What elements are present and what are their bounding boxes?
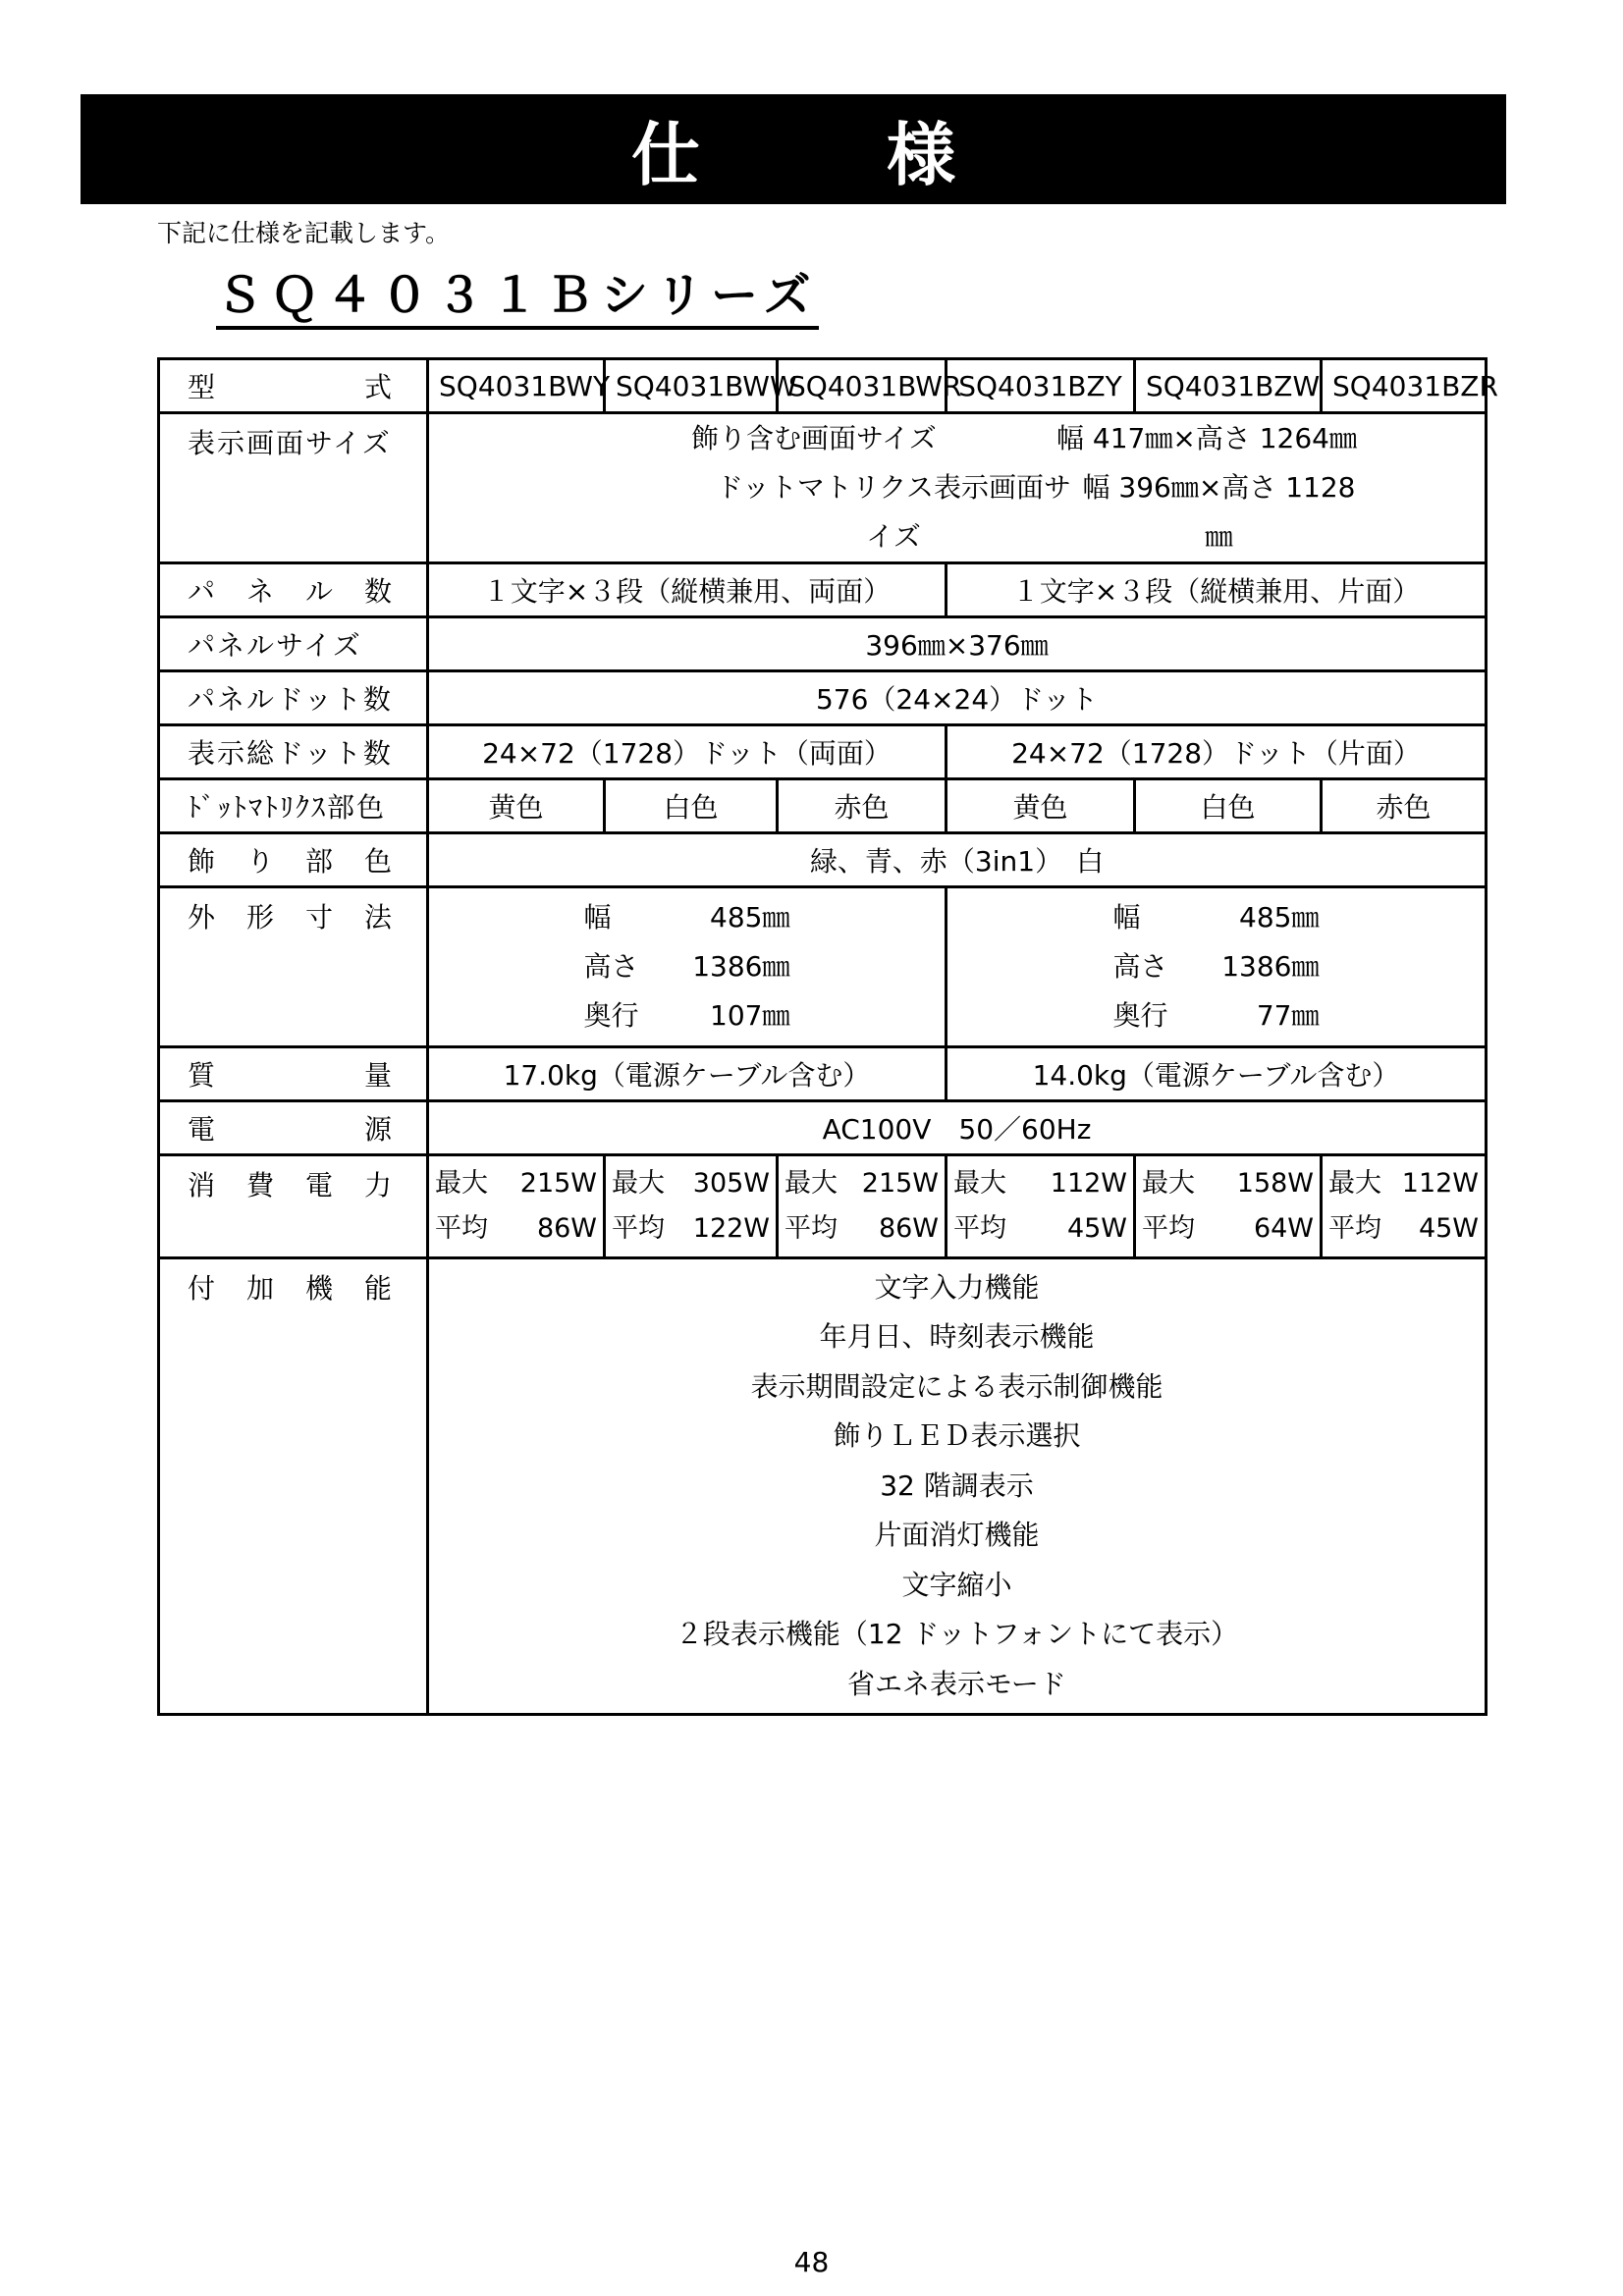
dimension-height: 高さ 1386㎜ [583, 950, 790, 983]
dimension-list [584, 893, 790, 1041]
row-panel-count [159, 563, 1487, 617]
panel-count-single: １文字×３段（縦横兼用、片面） [947, 563, 1487, 617]
dimension-width: 幅 485㎜ [1112, 901, 1320, 934]
dimensions-single [947, 887, 1487, 1047]
page-number: 48 [793, 2246, 830, 2278]
row-label: 外 形 寸 法 [159, 887, 428, 1047]
power-cell: 最大 215W 平均 86W [428, 1155, 605, 1258]
row-model [159, 359, 1487, 413]
model-cell: SQ4031BZW [1135, 359, 1322, 413]
row-label: パネルドット数 [159, 671, 428, 725]
dot-color-cell: 白色 [1135, 779, 1322, 833]
total-dots-single: 24×72（1728）ドット（片面） [947, 725, 1487, 779]
feature-item: 省エネ表示モード [847, 1667, 1066, 1700]
weight-double: 17.0kg（電源ケーブル含む） [428, 1047, 947, 1101]
intro-text: 下記に仕様を記載します。 [157, 219, 451, 247]
dimension-depth: 奥行 107㎜ [583, 999, 790, 1032]
power-cell: 最大 112W 平均 45W [1322, 1155, 1487, 1258]
weight-single: 14.0kg（電源ケーブル含む） [947, 1047, 1487, 1101]
feature-item: 飾りＬＥＤ表示選択 [833, 1419, 1081, 1453]
row-label: パネルサイズ [159, 617, 428, 671]
feature-item: ２段表示機能（12 ドットフォントにて表示） [675, 1618, 1239, 1651]
row-label: 電 源 [159, 1101, 428, 1155]
row-weight [159, 1047, 1487, 1101]
row-dimensions [159, 887, 1487, 1047]
row-screen-size [159, 413, 1487, 563]
screen-size-cell [428, 413, 1487, 563]
dimension-depth: 奥行 77㎜ [1112, 999, 1320, 1032]
row-label: パ ネ ル 数 [159, 563, 428, 617]
power-cell: 最大 112W 平均 45W [947, 1155, 1135, 1258]
feature-list [428, 1258, 1487, 1715]
row-label: 質 量 [159, 1047, 428, 1101]
spec-table [157, 357, 1498, 1716]
row-total-dots [159, 725, 1487, 779]
row-power-consumption [159, 1155, 1487, 1258]
dot-color-cell: 黄色 [428, 779, 605, 833]
series-title: ＳＱ４０３１Ｂシリーズ [216, 267, 819, 330]
row-deco-color [159, 833, 1487, 887]
panel-count-double: １文字×３段（縦横兼用、両面） [428, 563, 947, 617]
row-panel-size [159, 617, 1487, 671]
feature-item: 32 階調表示 [880, 1468, 1034, 1502]
row-features [159, 1258, 1487, 1715]
row-label: 消 費 電 力 [159, 1155, 428, 1258]
power-cell: 最大 215W 平均 86W [778, 1155, 947, 1258]
row-label: 表示画面サイズ [159, 413, 428, 563]
screen-size-value: 幅 417㎜×高さ 1264㎜ [1056, 422, 1357, 454]
deco-color-value: 緑、青、赤（3in1） 白 [428, 833, 1487, 887]
panel-dots-value: 576（24×24）ドット [428, 671, 1487, 725]
model-cell: SQ4031BWR [778, 359, 947, 413]
total-dots-double: 24×72（1728）ドット（両面） [428, 725, 947, 779]
dimensions-double [428, 887, 947, 1047]
screen-size-line [559, 463, 1357, 561]
model-cell: SQ4031BWW [605, 359, 778, 413]
dot-color-cell: 白色 [605, 779, 778, 833]
screen-size-value: 幅 396㎜×高さ 1128㎜ [1082, 471, 1356, 553]
row-label: 飾 り 部 色 [159, 833, 428, 887]
feature-item: 表示期間設定による表示制御機能 [750, 1369, 1163, 1403]
dimension-width: 幅 485㎜ [583, 901, 790, 934]
row-dot-color [159, 779, 1487, 833]
dimension-list [1113, 893, 1320, 1041]
dot-color-cell: 赤色 [1322, 779, 1487, 833]
row-power-source [159, 1101, 1487, 1155]
power-cell: 最大 305W 平均 122W [605, 1155, 778, 1258]
row-label: ﾄﾞｯﾄﾏﾄﾘｸｽ部色 [159, 779, 428, 833]
feature-item: 文字縮小 [901, 1568, 1012, 1601]
power-source-value: AC100V 50／60Hz [428, 1101, 1487, 1155]
screen-size-line [559, 414, 1357, 463]
row-label: 型 式 [159, 359, 428, 413]
dot-color-cell: 黄色 [947, 779, 1135, 833]
model-cell: SQ4031BZY [947, 359, 1135, 413]
row-label: 表示総ドット数 [159, 725, 428, 779]
model-cell: SQ4031BZR [1322, 359, 1487, 413]
row-panel-dots [159, 671, 1487, 725]
row-label: 付 加 機 能 [159, 1258, 428, 1715]
screen-size-name: 飾り含む画面サイズ [691, 422, 937, 454]
page-title: 仕 様 [631, 114, 1014, 195]
feature-item: 年月日、時刻表示機能 [819, 1320, 1095, 1354]
panel-size-value: 396㎜×376㎜ [428, 617, 1487, 671]
model-cell: SQ4031BWY [428, 359, 605, 413]
feature-item: 文字入力機能 [874, 1270, 1040, 1304]
feature-item: 片面消灯機能 [874, 1519, 1040, 1552]
screen-size-name: ドットマトリクス表示画面サイズ [715, 471, 1071, 553]
dimension-height: 高さ 1386㎜ [1112, 950, 1320, 983]
dot-color-cell: 赤色 [778, 779, 947, 833]
page-title-banner [81, 94, 1506, 204]
power-cell: 最大 158W 平均 64W [1135, 1155, 1322, 1258]
